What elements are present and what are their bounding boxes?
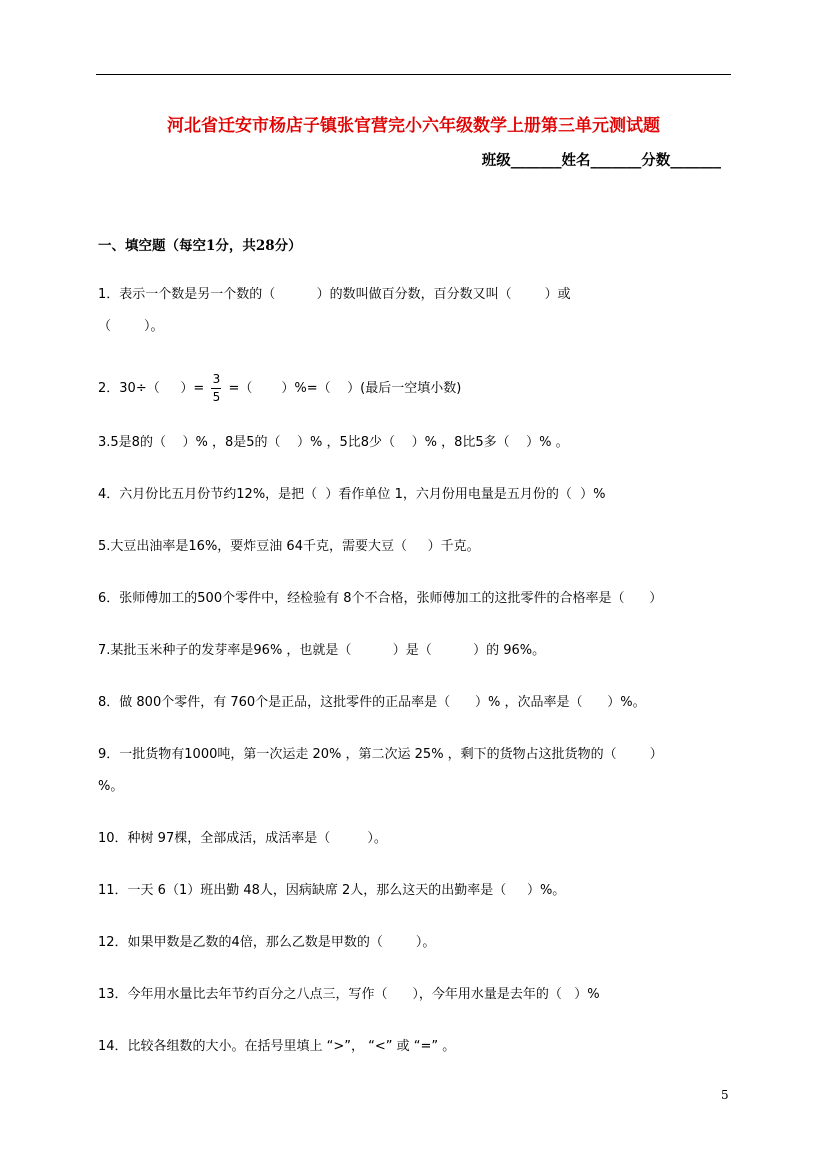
header-rule — [96, 74, 731, 75]
question-4: 4．六月份比五月份节约12%，是把（ ）看作单位 1，六月份用电量是五月份的（ ）% — [98, 487, 606, 502]
section-heading: 一、填空题（每空1分，共28分） — [98, 238, 302, 254]
fraction-denominator: 5 — [212, 390, 221, 404]
question-2 — [98, 373, 461, 404]
question-6: 6．张师傅加工的500个零件中，经检验有 8个不合格，张师傅加工的这批零件的合格率是（ ） — [98, 591, 663, 606]
fraction-three-fifths — [211, 373, 221, 404]
question-8: 8．做 800个零件，有 760个是正品，这批零件的正品率是（ ）% ，次品率是（ ）%。 — [98, 695, 646, 710]
fraction-bar — [211, 388, 221, 389]
fraction-numerator: 3 — [212, 372, 221, 386]
question-10: 10．种树 97棵，全部成活，成活率是（ ）。 — [98, 831, 387, 846]
question-2-part-a: 2．30÷（ ）= — [98, 381, 209, 396]
question-3: 3.5是8的（ ）% ，8是5的（ ）% ，5比8少（ ）% ，8比5多（ ）% 。 — [98, 435, 569, 450]
student-info-line: 班级_______姓名_______分数_______ — [481, 152, 721, 169]
question-7: 7.某批玉米种子的发芽率是96% ，也就是（ ）是（ ）的 96%。 — [98, 643, 546, 658]
question-1-line-1: 1．表示一个数是另一个数的（ ）的数叫做百分数，百分数又叫（ ）或 — [98, 287, 571, 302]
question-9-line-1: 9．一批货物有1000吨，第一次运走 20% ，第二次运 25% ，剩下的货物占这批货物的（ ） — [98, 747, 663, 762]
question-5: 5.大豆出油率是16%，要炸豆油 64千克，需要大豆（ ）千克。 — [98, 539, 480, 554]
question-12: 12．如果甲数是乙数的4倍，那么乙数是甲数的（ ）。 — [98, 935, 436, 950]
question-9-line-2: %。 — [98, 779, 124, 794]
question-13: 13．今年用水量比去年节约百分之八点三，写作（ ），今年用水量是去年的（ ）% — [98, 987, 600, 1002]
question-1-line-2: （ ）。 — [98, 319, 164, 334]
question-11: 11．一天 6（1）班出勤 48人，因病缺席 2人，那么这天的出勤率是（ ）%。 — [98, 883, 566, 898]
question-14: 14．比较各组数的大小。在括号里填上 “>”， “<” 或 “=” 。 — [98, 1039, 456, 1054]
document-title: 河北省迁安市杨店子镇张官营完小六年级数学上册第三单元测试题 — [167, 116, 660, 136]
page-number: 5 — [721, 1088, 729, 1102]
question-2-part-b: =（ ）%=（ ）(最后一空填小数) — [224, 381, 462, 396]
